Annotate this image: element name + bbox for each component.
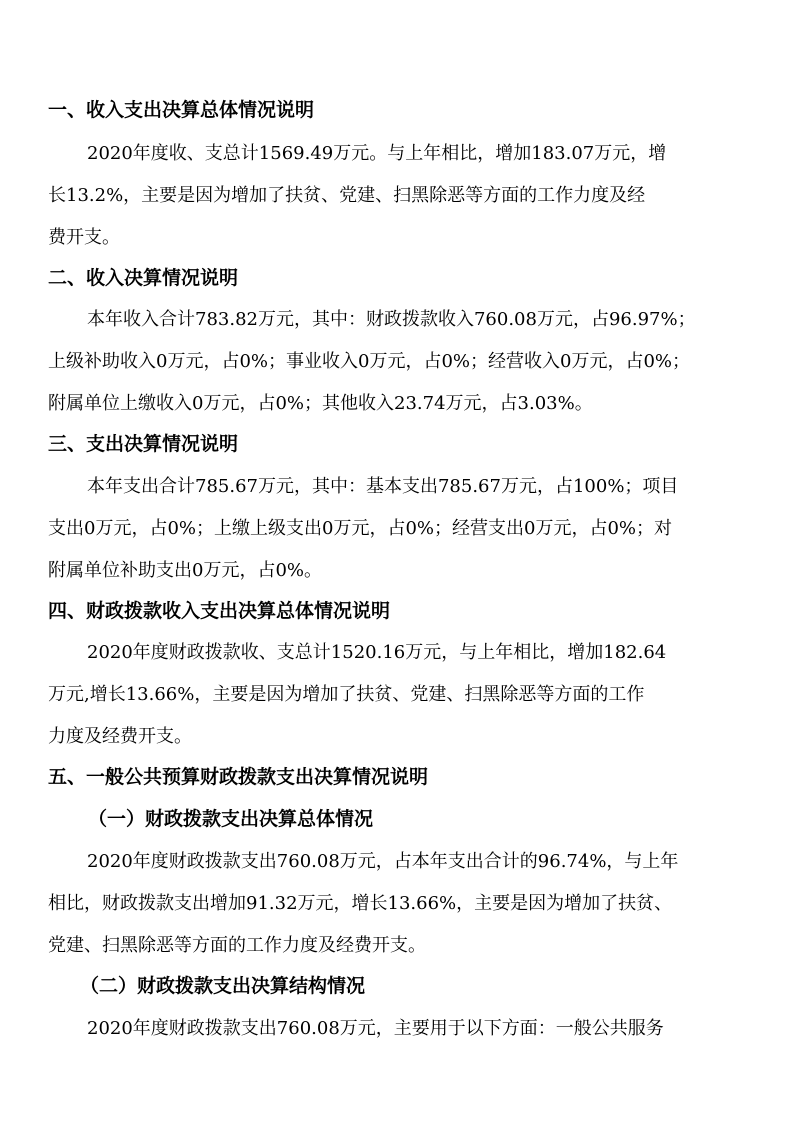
section-1-line-3: 费开支。 [48,227,120,248]
subsection-5-1-line-1: 2020年度财政拨款支出760.08万元，占本年支出合计的96.74%，与上年 [87,851,679,872]
section-3-line-2: 支出0万元，占0%；上缴上级支出0万元，占0%；经营支出0万元，占0%；对 [48,518,673,539]
subsection-5-2-line-1: 2020年度财政拨款支出760.08万元，主要用于以下方面：一般公共服务 [87,1018,664,1039]
subsection-5-2-heading: （二）财政拨款支出决算结构情况 [80,975,366,997]
section-4-line-3: 力度及经费开支。 [48,726,192,747]
section-2-line-3: 附属单位上缴收入0万元，占0%；其他收入23.74万元，占3.03%。 [48,393,593,414]
section-3-line-3: 附属单位补助支出0万元，占0%。 [48,560,323,581]
section-4-line-1: 2020年度财政拨款收、支总计1520.16万元，与上年相比，增加182.64 [87,642,667,663]
section-4-line-2: 万元,增长13.66%，主要是因为增加了扶贫、党建、扫黑除恶等方面的工作 [48,684,645,705]
subsection-5-1-heading: （一）财政拨款支出决算总体情况 [88,808,374,830]
section-1-heading: 一、收入支出决算总体情况说明 [48,99,315,121]
subsection-5-1-line-3: 党建、扫黑除恶等方面的工作力度及经费开支。 [48,935,426,956]
section-1-line-2: 长13.2%，主要是因为增加了扶贫、党建、扫黑除恶等方面的工作力度及经 [48,185,646,206]
section-4-heading: 四、财政拨款收入支出决算总体情况说明 [48,600,391,622]
section-3-heading: 三、支出决算情况说明 [48,433,239,455]
section-5-heading: 五、一般公共预算财政拨款支出决算情况说明 [48,766,429,788]
section-2-line-1: 本年收入合计783.82万元，其中：财政拨款收入760.08万元，占96.97%； [87,309,696,330]
subsection-5-1-line-2: 相比，财政拨款支出增加91.32万元，增长13.66%，主要是因为增加了扶贫、 [48,893,673,914]
section-2-line-2: 上级补助收入0万元，占0%；事业收入0万元，占0%；经营收入0万元，占0%； [48,351,691,372]
section-2-heading: 二、收入决算情况说明 [48,267,239,289]
section-1-line-1: 2020年度收、支总计1569.49万元。与上年相比，增加183.07万元，增 [87,143,667,164]
section-3-line-1: 本年支出合计785.67万元，其中：基本支出785.67万元，占100%；项目 [87,476,679,497]
